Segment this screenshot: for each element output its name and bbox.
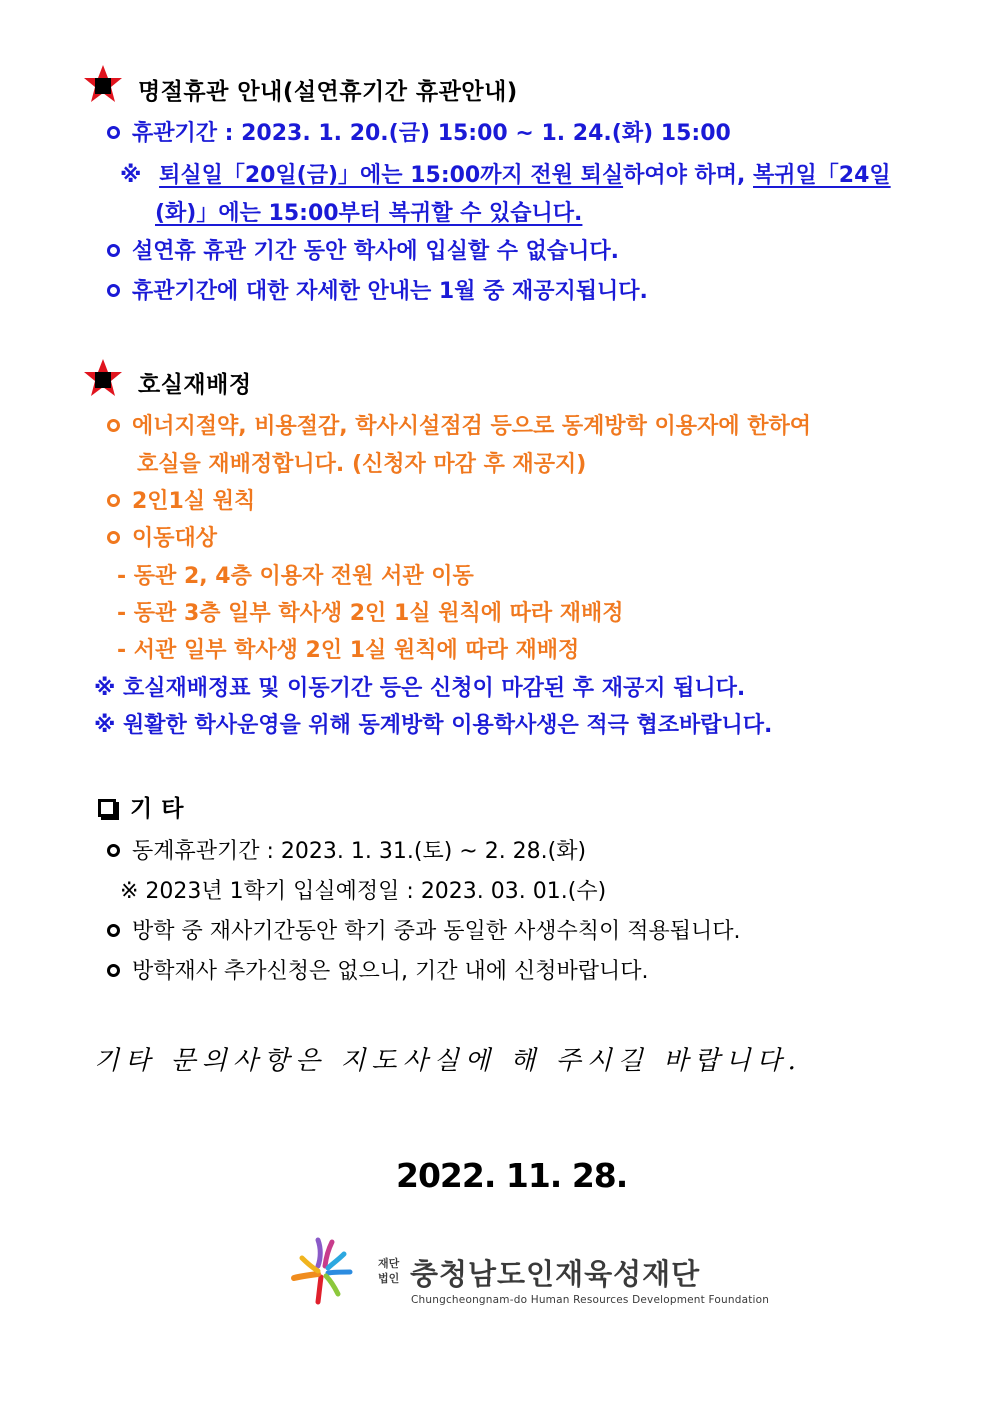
circle-bullet-icon — [107, 964, 120, 977]
dash-item: - 동관 3층 일부 학사생 2인 1실 원칙에 따라 재배정 — [117, 601, 624, 626]
checkbox-square-icon — [98, 799, 116, 817]
bullet-line — [107, 484, 255, 515]
bullet-line — [107, 914, 741, 945]
note-plain: 하여야 하며, — [623, 163, 754, 188]
dash-item: - 서관 일부 학사생 2인 1실 원칙에 따라 재배정 — [117, 638, 580, 663]
note-line: ※ 2023년 1학기 입실예정일 : 2023. 03. 01.(수) — [120, 879, 607, 904]
star-bullet-icon — [83, 64, 123, 104]
bullet-line — [107, 834, 586, 865]
rules-text: 방학 중 재사기간동안 학기 중과 동일한 사생수칙이 적용됩니다. — [132, 919, 741, 944]
bullet-line — [107, 409, 811, 440]
dash-item: - 동관 2, 4층 이용자 전원 서관 이동 — [117, 564, 474, 589]
checkout-note: 퇴실일「20일(금)」에는 15:00까지 전원 퇴실 — [159, 163, 624, 188]
no-extra-application-text: 방학재사 추가신청은 없으니, 기간 내에 신청바랍니다. — [132, 959, 649, 984]
circle-bullet-icon — [107, 924, 120, 937]
foundation-logo-icon — [288, 1236, 358, 1306]
logo-name-english: Chungcheongnam-do Human Resources Development Foundation — [411, 1294, 770, 1306]
bullet-line — [107, 954, 649, 985]
logo-corporate-label — [378, 1256, 399, 1286]
return-note: 복귀일「24일 — [753, 163, 891, 188]
bullet-line — [107, 234, 619, 265]
logo-label-bottom: 법인 — [378, 1272, 400, 1285]
circle-bullet-icon — [107, 244, 120, 257]
bullet-line-cont — [137, 447, 586, 478]
note-line: ※ 호실재배정표 및 이동기간 등은 신청이 마감된 후 재공지 됩니다. — [94, 676, 746, 701]
note-mark: ※ — [120, 163, 142, 188]
note-line — [120, 158, 891, 189]
bullet-line — [107, 274, 648, 305]
winter-closure-text: 동계휴관기간 : 2023. 1. 31.(토) ~ 2. 28.(화) — [132, 839, 587, 864]
section-title-holiday-closure: 명절휴관 안내(설연휴기간 휴관안내) — [138, 79, 518, 105]
reassign-reason-text: 에너지절약, 비용절감, 학사시설점검 등으로 동계방학 이용자에 한하여 — [132, 414, 811, 439]
logo-label-top: 재단 — [378, 1257, 400, 1270]
circle-bullet-icon — [107, 844, 120, 857]
circle-bullet-icon — [107, 531, 120, 544]
others-title-text: 기 타 — [130, 796, 184, 822]
section-title-room-reassignment: 호실재배정 — [138, 372, 252, 398]
no-entry-text: 설연휴 휴관 기간 동안 학사에 입실할 수 없습니다. — [132, 239, 620, 264]
circle-bullet-icon — [107, 126, 120, 139]
closing-message: 기타 문의사항은 지도사실에 해 주시길 바랍니다. — [94, 1046, 802, 1076]
renotice-text: 휴관기간에 대한 자세한 안내는 1월 중 재공지됩니다. — [132, 279, 648, 304]
note-line-cont — [155, 196, 582, 227]
document-date: 2022. 11. 28. — [396, 1156, 628, 1195]
return-note-cont: (화)」에는 15:00부터 복귀할 수 있습니다. — [155, 201, 583, 226]
circle-bullet-icon — [107, 419, 120, 432]
bullet-line — [107, 521, 217, 552]
reassign-reason-cont: 호실을 재배정합니다. (신청자 마감 후 재공지) — [137, 452, 587, 477]
section-title-others — [98, 790, 184, 823]
closure-period-text: 휴관기간 : 2023. 1. 20.(금) 15:00 ~ 1. 24.(화) 15:00 — [132, 121, 731, 146]
star-bullet-icon — [83, 358, 123, 398]
note-line: ※ 원활한 학사운영을 위해 동계방학 이용학사생은 적극 협조바랍니다. — [94, 713, 773, 738]
bullet-line — [107, 116, 731, 147]
circle-bullet-icon — [107, 284, 120, 297]
two-per-room-text: 2인1실 원칙 — [132, 489, 256, 514]
logo-name-korean: 충청남도인재육성재단 — [410, 1257, 701, 1291]
circle-bullet-icon — [107, 494, 120, 507]
move-target-text: 이동대상 — [132, 526, 218, 551]
